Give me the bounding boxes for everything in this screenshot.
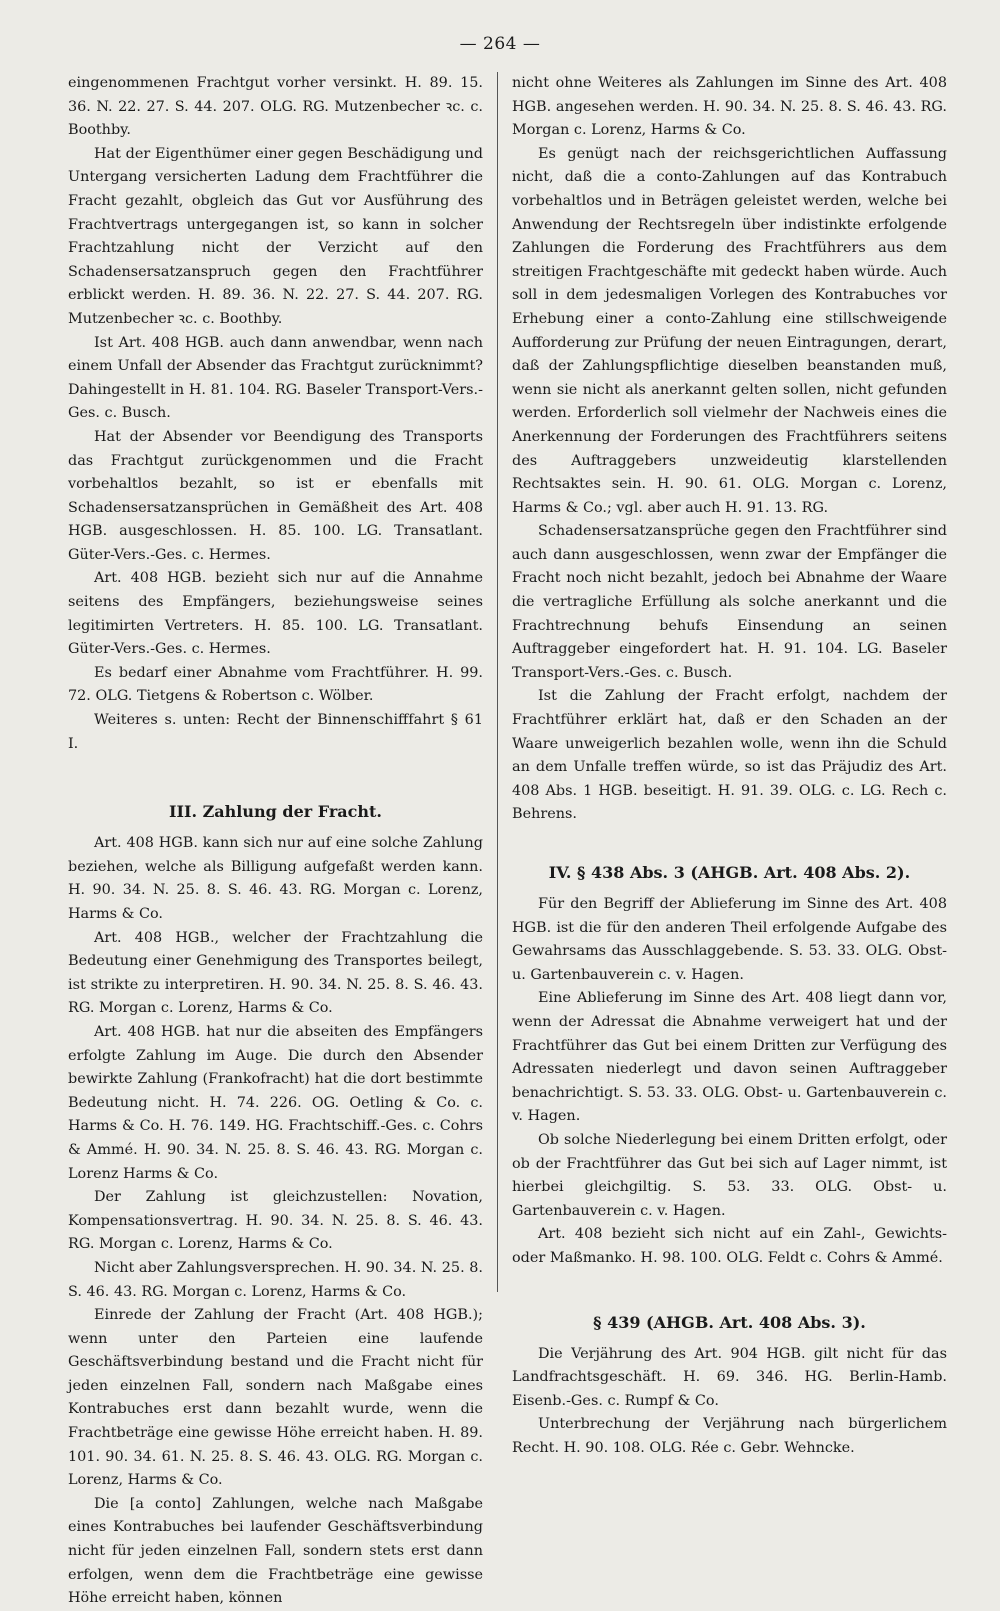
paragraph: Der Zahlung ist gleichzustellen: Novation, Kompensationsvertrag. H. 90. 34. N. 25. 8. S. 46. 43. RG. Morgan c. Lorenz, Harms & Co. [68, 1189, 483, 1253]
paragraph: Ist Art. 408 HGB. auch dann anwendbar, wenn nach einem Unfall der Absender das Frachtgut zurücknimmt? Dahingestellt in H. 81. 104. RG. Baseler Transport-Vers.-Ges. c. Busch. [68, 334, 483, 422]
paragraph: Nicht aber Zahlungsversprechen. H. 90. 34. N. 25. 8. S. 46. 43. RG. Morgan c. Lorenz, Harms & Co. [68, 1259, 483, 1300]
paragraph: nicht ohne Weiteres als Zahlungen im Sinne des Art. 408 HGB. angesehen werden. H. 90. 34. N. 25. 8. S. 46. 43. RG. Morgan c. Lorenz, Harms & Co. [512, 75, 947, 139]
paragraph: Hat der Eigenthümer einer gegen Beschädigung und Untergang versicherten Ladung dem Frachtführer die Fracht gezahlt, obgleich das Gut vor Ausführung des Frachtvertrags untergegangen ist, so kann in solcher Frachtzahlung nicht der Verzicht auf den Schadensersatzanspruch gegen den Frachtführer erblickt werden. H. 89. 36. N. 22. 27. S. 44. 207. RG. Mutzenbecher ꝛc. c. Boothby. [68, 145, 483, 327]
paragraph: Ob solche Niederlegung bei einem Dritten erfolgt, oder ob der Frachtführer das Gut bei sich auf Lager nimmt, ist hierbei gleichgiltig. S. 53. 33. OLG. Obst- u. Gartenbauverein c. v. Hagen. [512, 1131, 947, 1219]
paragraph: Schadensersatzansprüche gegen den Frachtführer sind auch dann ausgeschlossen, wenn zwar der Empfänger die Fracht noch nicht bezahlt, jedoch bei Abnahme der Waare die vertragliche Erfüllung als solche anerkannt und die Frachtrechnung behufs Einsendung an seinen Auftraggeber eingefordert hat. H. 91. 104. LG. Baseler Transport-Vers.-Ges. c. Busch. [512, 523, 947, 681]
left-column [68, 72, 483, 1611]
paragraph: Unterbrechung der Verjährung nach bürgerlichem Recht. H. 90. 108. OLG. Rée c. Gebr. Wehncke. [512, 1416, 947, 1456]
paragraph: Art. 408 HGB. kann sich nur auf eine solche Zahlung beziehen, welche als Billigung aufgefaßt werden kann. H. 90. 34. N. 25. 8. S. 46. 43. RG. Morgan c. Lorenz, Harms & Co. [68, 835, 483, 922]
paragraph: Die [a conto] Zahlungen, welche nach Maßgabe eines Kontrabuches bei laufender Geschäftsverbindung nicht für jeden einzelnen Fall, sondern stets erst dann erfolgen, wenn dem die Frachtbeträge eine gewisse Höhe erreicht haben, können [68, 1495, 483, 1607]
paragraph: Art. 408 HGB., welcher der Frachtzahlung die Bedeutung einer Genehmigung des Transportes beilegt, ist strikte zu interpretiren. H. 90. 34. N. 25. 8. S. 46. 43. RG. Morgan c. Lorenz, Harms & Co. [68, 929, 483, 1017]
paragraph: Einrede der Zahlung der Fracht (Art. 408 HGB.); wenn unter den Parteien eine laufende Geschäftsverbindung bestand und die Fracht nicht für jeden einzelnen Fall, sondern nach Maßgabe eines Kontrabuches erst dann bezahlt wurde, wenn die Frachtbeträge eine gewisse Höhe erreicht haben. H. 89. 101. 90. 34. 61. N. 25. 8. S. 46. 43. OLG. RG. Morgan c. Lorenz, Harms & Co. [68, 1307, 483, 1489]
paragraph: Art. 408 HGB. bezieht sich nur auf die Annahme seitens des Empfängers, beziehungsweise seines legitimirten Vertreters. H. 85. 100. LG. Transatlant. Güter-Vers.-Ges. c. Hermes. [68, 570, 483, 658]
section-heading-iii: III. Zahlung der Fracht. [169, 802, 382, 822]
paragraph: Weiteres s. unten: Recht der Binnenschifffahrt § 61 I. [68, 712, 483, 752]
paragraph: Art. 408 HGB. hat nur die abseiten des Empfängers erfolgte Zahlung im Auge. Die durch den Absender bewirkte Zahlung (Frankofracht) hat die dort bestimmte Bedeutung nicht. H. 74. 226. OG. Oetling & Co. c. Harms & Co. H. 76. 149. HG. Frachtschiff.-Ges. c. Cohrs & Ammé. H. 90. 34. N. 25. 8. S. 46. 43. RG. Morgan c. Lorenz Harms & Co. [68, 1023, 483, 1182]
paragraph: Die Verjährung des Art. 904 HGB. gilt nicht für das Landfrachtsgeschäft. H. 69. 346. HG. Berlin-Hamb. Eisenb.-Ges. c. Rumpf & Co. [512, 1345, 947, 1409]
section-heading-439: § 439 (AHGB. Art. 408 Abs. 3). [593, 1312, 866, 1332]
column-divider [497, 72, 498, 1292]
paragraph: Eine Ablieferung im Sinne des Art. 408 liegt dann vor, wenn der Adressat die Abnahme verweigert hat und der Frachtführer das Gut bei einem Dritten zur Verfügung des Adressaten niederlegt und davon seinen Auftraggeber benachrichtigt. S. 53. 33. OLG. Obst- u. Gartenbauverein c. v. Hagen. [512, 990, 947, 1125]
section-heading-iv: IV. § 438 Abs. 3 (AHGB. Art. 408 Abs. 2). [548, 863, 911, 882]
paragraph: eingenommenen Frachtgut vorher versinkt. H. 89. 15. 36. N. 22. 27. S. 44. 207. OLG. RG. Mutzenbecher ꝛc. c. Boothby. [68, 75, 483, 139]
paragraph: Für den Begriff der Ablieferung im Sinne des Art. 408 HGB. ist die für den anderen Theil erfolgende Aufgabe des Gewahrsams das Ausschlaggebende. S. 53. 33. OLG. Obst- u. Gartenbauverein c. v. Hagen. [512, 896, 947, 983]
paragraph: Es genügt nach der reichsgerichtlichen Auffassung nicht, daß die a conto-Zahlungen auf das Kontrabuch vorbehaltlos und in Beträgen geleistet werden, welche bei Anwendung der Rechtsregeln über indistinkte erfolgende Zahlungen die Forderung des Frachtführers aus dem streitigen Frachtgeschäfte mit gedeckt haben würde. Auch soll in dem jedesmaligen Vorlegen des Kontrabuches vor Erhebung einer a conto-Zahlung eine stillschweigende Aufforderung zur Prüfung der neuen Eintragungen, derart, daß der Zahlungspflichtige dieselben beanstanden muß, wenn sie nicht als anerkannt gelten sollen, nicht gefunden werden. Erforderlich soll vielmehr der Nachweis eines die Anerkennung der Forderungen des Frachtführers seitens des Auftraggebers unzweideutig klarstellenden Rechtsaktes sein. H. 90. 61. OLG. Morgan c. Lorenz, Harms & Co.; vgl. aber auch H. 91. 13. RG. [512, 145, 947, 516]
paragraph: Ist die Zahlung der Fracht erfolgt, nachdem der Frachtführer erklärt hat, daß er den Schaden an der Waare unweigerlich bezahlen wolle, wenn ihn die Schuld an dem Unfalle treffen würde, so ist das Präjudiz des Art. 408 Abs. 1 HGB. beseitigt. H. 91. 39. OLG. c. LG. Rech c. Behrens. [512, 688, 947, 823]
right-column [512, 72, 947, 1460]
page-number: — 264 — [459, 34, 541, 54]
paragraph: Es bedarf einer Abnahme vom Frachtführer. H. 99. 72. OLG. Tietgens & Robertson c. Wölber. [68, 664, 483, 705]
paragraph: Hat der Absender vor Beendigung des Transports das Frachtgut zurückgenommen und die Fracht vorbehaltlos bezahlt, so ist er ebenfalls mit Schadensersatzansprüchen in Gemäßheit des Art. 408 HGB. ausgeschlossen. H. 85. 100. LG. Transatlant. Güter-Vers.-Ges. c. Hermes. [68, 428, 483, 563]
paragraph: Art. 408 bezieht sich nicht auf ein Zahl-, Gewichts- oder Maßmanko. H. 98. 100. OLG. Feldt c. Cohrs & Ammé. [512, 1226, 947, 1266]
